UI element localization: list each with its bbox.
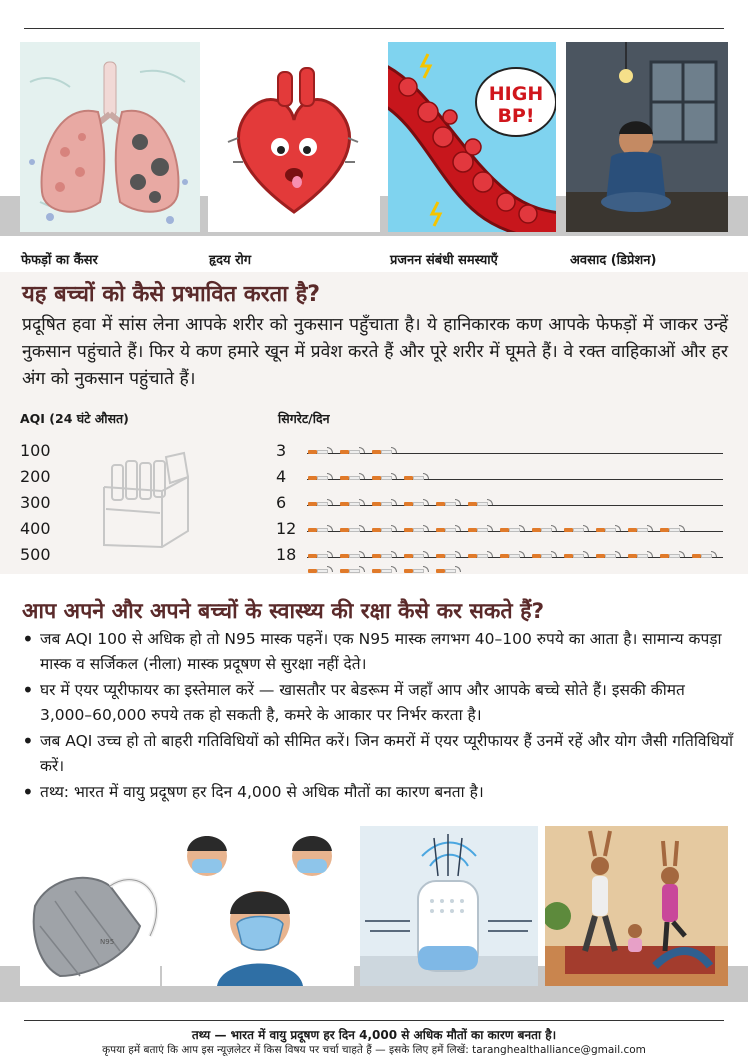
cigarette-row [308,494,500,504]
cigarette-icon [660,551,689,561]
cigarette-icon [308,473,337,483]
cigarette-count: 4 [276,467,287,486]
condition-label-heart-disease: हृदय रोग [209,253,252,268]
cigarette-icon [340,473,369,483]
cigarette-count: 3 [276,441,287,460]
cigarette-icon [340,566,369,576]
cigarette-icon [532,551,561,561]
condition-label-reproductive: प्रजनन संबंधी समस्याएँ [390,253,498,268]
row-divider [307,479,723,480]
cigarette-icon [596,525,625,535]
tip-item: • जब AQI 100 से अधिक हो तो N95 मास्क पहनें। एक N95 मास्क लगभग 40–100 रुपये का आता है। सामान्य कपड़ा मास्क व सर्जिकल (नीला) मास्क प्रदूषण से सुरक्षा नहीं देते। [22,627,738,676]
top-rule [24,28,724,29]
family-yoga-illustration [545,826,728,986]
cigarette-row [308,561,468,571]
aqi-column-header: AQI (24 घंटे औसत) [20,411,129,426]
impact-heading: यह बच्चों को कैसे प्रभावित करता है? [22,282,321,307]
cigarette-icon [372,499,401,509]
cigarette-icon [692,551,721,561]
cigarette-icon [500,551,529,561]
footer-contact: कृपया हमें बताएं कि आप इस न्यूज़लेटर में किस विषय पर चर्चा चाहते हैं — इसके लिए हमें लिखें: taranghealthalliance@gmail.com [102,1044,646,1056]
cigarette-icon [372,566,401,576]
cigarette-icon [436,525,465,535]
cigarette-icon [372,473,401,483]
cigarette-pack-icon [100,447,195,552]
cigarette-icon [372,525,401,535]
cigarette-icon [596,551,625,561]
cigarette-row [308,520,692,530]
protect-heading: आप अपने और अपने बच्चों के स्वास्थ्य की रक्षा कैसे कर सकते हैं? [22,599,545,624]
high-bp-blood-vessel-illustration [388,42,556,232]
cigarette-icon [436,566,465,576]
cigarette-icon [308,566,337,576]
mask-n95-label: N95 [100,938,115,946]
sick-heart-illustration [208,42,380,232]
cigarette-icon [500,525,529,535]
protect-tips-list [22,627,738,807]
air-purifier-photo [360,826,538,986]
cigarette-icon [468,499,497,509]
mask-wearing-illustration [162,826,354,986]
cigarette-icon [404,525,433,535]
aqi-value: 200 [20,467,51,486]
cigarette-icon [404,473,433,483]
cigarette-icon [404,499,433,509]
cigarette-icon [628,551,657,561]
high-bp-badge-line2: BP! [497,105,535,127]
lungs-cancer-illustration [20,42,200,232]
cigarette-icon [340,447,369,457]
cigarette-icon [436,499,465,509]
cigarette-count: 12 [276,519,297,538]
cigarette-row [308,442,404,452]
cigarette-icon [660,525,689,535]
cigarette-count: 6 [276,493,287,512]
cigarette-icon [404,566,433,576]
condition-label-depression: अवसाद (डिप्रेशन) [570,253,657,268]
cigarette-column-header: सिगरेट/दिन [278,411,330,426]
cigarette-icon [340,499,369,509]
sad-child-illustration [566,42,728,232]
aqi-value: 100 [20,441,51,460]
cigarette-icon [308,447,337,457]
cigarette-icon [468,525,497,535]
n95-mask-photo [20,826,160,986]
tip-item: • जब AQI उच्च हो तो बाहरी गतिविधियों को सीमित करें। जिन कमरों में एयर प्यूरीफायर हैं उनमें रहें और योग जैसी गतिविधियाँ करें। [22,729,738,778]
cigarette-icon [340,551,369,561]
tip-item: • घर में एयर प्यूरीफायर का इस्तेमाल करें — खासतौर पर बेडरूम में जहाँ आप और आपके बच्चे सोते हैं। इसकी कीमत 3,000–60,000 रुपये तक हो सकती है, कमरे के आकार पर निर्भर करता है। [22,678,738,727]
condition-label-lung-cancer: फेफड़ों का कैंसर [21,253,98,268]
cigarette-icon [372,551,401,561]
aqi-value: 300 [20,493,51,512]
cigarette-icon [564,551,593,561]
cigarette-row [308,546,724,556]
cigarette-icon [468,551,497,561]
impact-paragraph: प्रदूषित हवा में सांस लेना आपके शरीर को नुकसान पहुँचाता है। ये हानिकारक कण आपके फेफड़ों में जाकर उन्हें नुकसान पहुंचाते हैं। फिर ये कण हमारे खून में प्रवेश करते हैं और पूरे शरीर में घूमते हैं। वे रक्त वाहिकाओं और हर अंग को नुकसान पहुंचाते हैं। [22,315,728,389]
cigarette-icon [564,525,593,535]
cigarette-icon [628,525,657,535]
cigarette-row [308,468,436,478]
cigarette-icon [532,525,561,535]
cigarette-icon [340,525,369,535]
footer-rule [24,1020,724,1021]
row-divider [307,505,723,506]
cigarette-count: 18 [276,545,297,564]
tip-item: • तथ्य: भारत में वायु प्रदूषण हर दिन 4,000 से अधिक मौतों का कारण बनता है। [22,780,738,805]
cigarette-icon [436,551,465,561]
aqi-value: 400 [20,519,51,538]
cigarette-icon [404,551,433,561]
aqi-value: 500 [20,545,51,564]
cigarette-icon [308,551,337,561]
footer-fact: तथ्य — भारत में वायु प्रदूषण हर दिन 4,000 से अधिक मौतों का कारण बनता है। [191,1028,557,1042]
row-divider [307,453,723,454]
cigarette-icon [308,525,337,535]
high-bp-badge-line1: HIGH [488,83,544,105]
cigarette-icon [372,447,401,457]
cigarette-icon [308,499,337,509]
